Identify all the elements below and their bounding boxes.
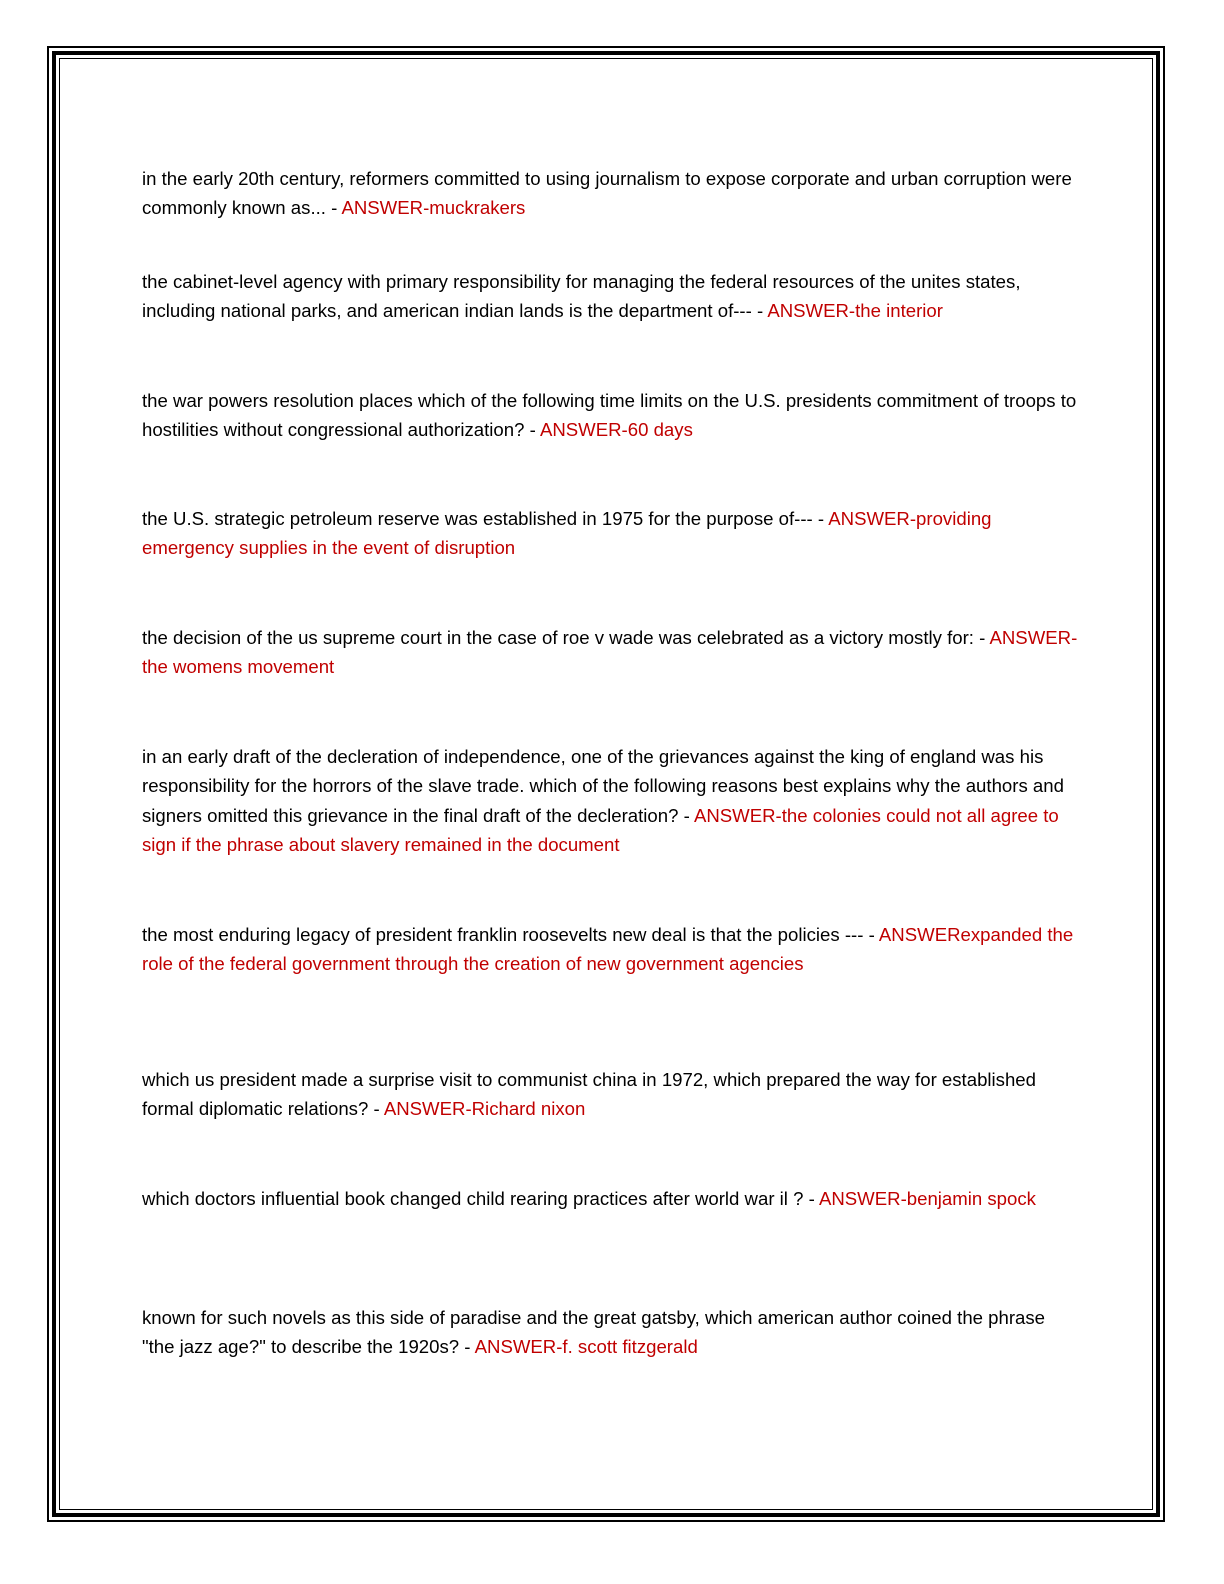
question-text: the U.S. strategic petroleum reserve was established in 1975 for the purpose of--- — [142, 507, 813, 529]
answer-separator: - — [325, 197, 342, 219]
answer-separator: - — [973, 626, 990, 648]
answer-text: ANSWERexpanded the role of the federal government through the creation of new government agencies — [142, 923, 1074, 975]
question-text: which us president made a surprise visit to communist china in 1972, which prepared the way for established formal diplomatic relations? — [142, 1068, 1036, 1120]
question-text: the most enduring legacy of president franklin roosevelts new deal is that the policies --- — [142, 923, 864, 945]
qa-item — [142, 1303, 1082, 1362]
answer-text: ANSWER-the womens movement — [142, 626, 1078, 678]
question-text: which doctors influential book changed child rearing practices after world war il ? — [142, 1187, 804, 1209]
answer-separator: - — [678, 804, 694, 826]
answer-separator: - — [863, 923, 879, 945]
answer-text: ANSWER-the interior — [767, 300, 943, 322]
qa-item — [142, 504, 1082, 563]
qa-item — [142, 1065, 1082, 1124]
qa-item — [142, 742, 1082, 860]
answer-text: ANSWER-muckrakers — [341, 197, 526, 219]
answer-text: ANSWER-Richard nixon — [383, 1098, 586, 1120]
qa-item — [142, 164, 1082, 223]
qa-item — [142, 1184, 1082, 1214]
answer-separator: - — [803, 1187, 819, 1209]
question-text: the war powers resolution places which of the following time limits on the U.S. presidents commitment of troops to hostilities without congressional authorization? — [142, 389, 1077, 441]
qa-item — [142, 920, 1082, 979]
answer-separator: - — [812, 507, 829, 529]
qa-item — [142, 623, 1082, 682]
answer-text: ANSWER-f. scott fitzgerald — [474, 1336, 698, 1358]
answer-text: ANSWER-benjamin spock — [818, 1187, 1036, 1209]
question-text: the decision of the us supreme court in the case of roe v wade was celebrated as a victory mostly for: — [142, 626, 974, 648]
question-text: the cabinet-level agency with primary responsibility for managing the federal resources of the unites states, including national parks, and american indian lands is the department of--- — [142, 270, 1021, 322]
question-text: known for such novels as this side of paradise and the great gatsby, which american author coined the phrase "the jazz age?" to describe the 1920s? — [142, 1306, 1046, 1358]
answer-separator: - — [459, 1336, 475, 1358]
question-text: in the early 20th century, reformers committed to using journalism to expose corporate and urban corruption were commonly known as... — [142, 167, 1072, 219]
answer-text: ANSWER-providing emergency supplies in the event of disruption — [142, 507, 992, 559]
answer-separator: - — [368, 1098, 384, 1120]
qa-item — [142, 386, 1082, 445]
question-text: in an early draft of the decleration of independence, one of the grievances against the king of england was his responsibility for the horrors of the slave trade. which of the following reasons best explains why the authors and signers omitted this grievance in the final draft of the decleration? — [142, 745, 1064, 826]
qa-item — [142, 267, 1082, 326]
answer-separator: - — [524, 419, 540, 441]
answer-text: ANSWER-60 days — [539, 419, 693, 441]
answer-text: ANSWER-the colonies could not all agree to sign if the phrase about slavery remained in the document — [142, 804, 1059, 856]
answer-separator: - — [751, 300, 768, 322]
